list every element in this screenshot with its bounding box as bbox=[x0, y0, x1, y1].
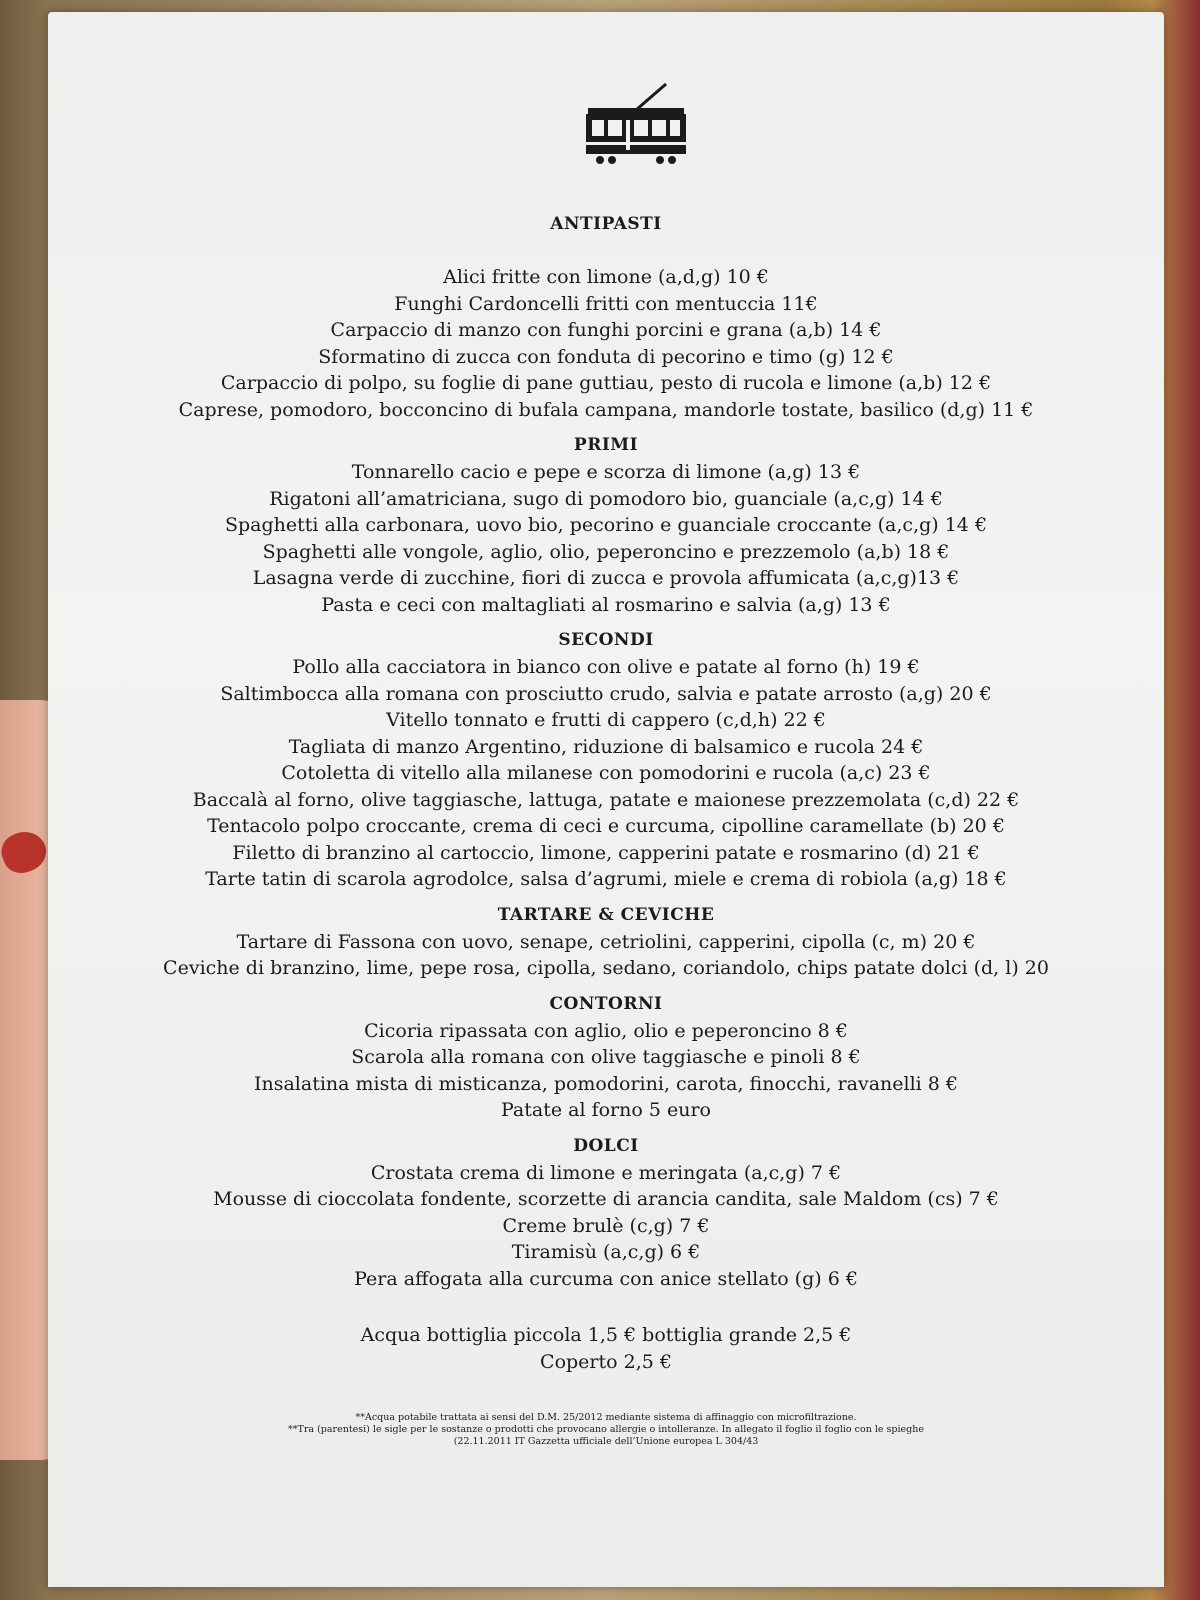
section-title: DOLCI bbox=[573, 1135, 639, 1156]
section-antipasti bbox=[48, 210, 1164, 423]
menu-item: Tarte tatin di scarola agrodolce, salsa d’agrumi, miele e crema di robiola (a,g) 18 € bbox=[205, 868, 1007, 890]
menu-item: Baccalà al forno, olive taggiasche, lattuga, patate e maionese prezzemolata (c,d) 22 € bbox=[192, 788, 1020, 811]
menu-content bbox=[48, 210, 1164, 1448]
menu-item: Funghi Cardoncelli fritti con mentuccia 11€ bbox=[394, 292, 818, 315]
menu-item: Filetto di branzino al cartoccio, limone, capperini patate e rosmarino (d) 21 € bbox=[232, 841, 980, 864]
menu-item: Sformatino di zucca con fonduta di pecorino e timo (g) 12 € bbox=[318, 345, 894, 368]
menu-sheet bbox=[48, 12, 1164, 1587]
menu-item: Pasta e ceci con maltagliati al rosmarino e salvia (a,g) 13 € bbox=[321, 593, 891, 616]
menu-item: Cotoletta di vitello alla milanese con pomodorini e rucola (a,c) 23 € bbox=[281, 762, 931, 784]
menu-item: Vitello tonnato e frutti di cappero (c,d,h) 22 € bbox=[386, 709, 826, 731]
section-primi bbox=[48, 431, 1164, 618]
menu-item: Tartare di Fassona con uovo, senape, cetriolini, capperini, cipolla (c, m) 20 € bbox=[236, 930, 976, 953]
footnote: **Tra (parentesi) le sigle per le sostanze o prodotti che provocano allergie o intolleranze. In allegato il foglio il foglio con le spieghe bbox=[288, 1424, 924, 1435]
section-title: SECONDI bbox=[558, 630, 654, 650]
extras bbox=[48, 1322, 1164, 1376]
coperto-price: Coperto 2,5 € bbox=[540, 1351, 672, 1373]
section-tartare-ceviche bbox=[48, 901, 1164, 982]
menu-item: Spaghetti alle vongole, aglio, olio, peperoncino e prezzemolo (a,b) 18 € bbox=[262, 540, 950, 563]
menu-item: Crostata crema di limone e meringata (a,c,g) 7 € bbox=[370, 1161, 842, 1184]
menu-item: Spaghetti alla carbonara, uovo bio, pecorino e guanciale croccante (a,c,g) 14 € bbox=[224, 514, 988, 536]
menu-item: Creme brulè (c,g) 7 € bbox=[502, 1214, 710, 1237]
section-secondi bbox=[48, 626, 1164, 893]
menu-item: Pera affogata alla curcuma con anice stellato (g) 6 € bbox=[354, 1267, 858, 1290]
menu-item: Tiramisù (a,c,g) 6 € bbox=[511, 1241, 701, 1263]
menu-item: Alici fritte con limone (a,d,g) 10 € bbox=[443, 266, 769, 288]
menu-item: Ceviche di branzino, lime, pepe rosa, cipolla, sedano, coriandolo, chips patate dolci (d, l) 20 bbox=[163, 957, 1049, 979]
menu-item: Caprese, pomodoro, bocconcino di bufala campana, mandorle tostate, basilico (d,g) 11 € bbox=[178, 398, 1034, 421]
menu-item: Tonnarello cacio e pepe e scorza di limone (a,g) 13 € bbox=[351, 461, 861, 483]
menu-item: Tentacolo polpo croccante, crema di ceci e curcuma, cipolline caramellate (b) 20 € bbox=[207, 815, 1005, 837]
menu-item: Carpaccio di polpo, su foglie di pane guttiau, pesto di rucola e limone (a,b) 12 € bbox=[220, 372, 992, 394]
menu-item: Insalatina mista di misticanza, pomodorini, carota, finocchi, ravanelli 8 € bbox=[253, 1072, 959, 1095]
menu-item: Pollo alla cacciatora in bianco con olive e patate al forno (h) 19 € bbox=[292, 656, 920, 678]
section-title: TARTARE & CEVICHE bbox=[497, 904, 715, 925]
section-contorni bbox=[48, 990, 1164, 1124]
menu-item: Rigatoni all’amatriciana, sugo di pomodoro bio, guanciale (a,c,g) 14 € bbox=[269, 487, 943, 510]
footnote: (22.11.2011 IT Gazzetta ufficiale dell’Unione europea L 304/43 bbox=[453, 1436, 759, 1447]
menu-item: Carpaccio di manzo con funghi porcini e grana (a,b) 14 € bbox=[330, 319, 882, 341]
section-dolci bbox=[48, 1132, 1164, 1293]
section-title: PRIMI bbox=[573, 435, 639, 455]
menu-item: Mousse di cioccolata fondente, scorzette di arancia candita, sale Maldom (cs) 7 € bbox=[213, 1188, 999, 1210]
menu-item: Tagliata di manzo Argentino, riduzione di balsamico e rucola 24 € bbox=[288, 735, 924, 758]
menu-item: Cicoria ripassata con aglio, olio e peperoncino 8 € bbox=[364, 1019, 848, 1042]
footnotes bbox=[48, 1412, 1164, 1448]
menu-item: Patate al forno 5 euro bbox=[501, 1099, 711, 1121]
section-title: ANTIPASTI bbox=[550, 214, 662, 234]
water-price: Acqua bottiglia piccola 1,5 € bottiglia grande 2,5 € bbox=[360, 1324, 852, 1346]
menu-item: Scarola alla romana con olive taggiasche e pinoli 8 € bbox=[351, 1046, 861, 1068]
section-title: CONTORNI bbox=[549, 993, 663, 1014]
menu-item: Saltimbocca alla romana con prosciutto crudo, salvia e patate arrosto (a,g) 20 € bbox=[220, 682, 992, 705]
tram-icon bbox=[566, 72, 686, 182]
footnote: **Acqua potabile trattata ai sensi del D.M. 25/2012 mediante sistema di affinaggio con microfiltrazione. bbox=[355, 1412, 857, 1423]
menu-item: Lasagna verde di zucchine, fiori di zucca e provola affumicata (a,c,g)13 € bbox=[252, 567, 960, 589]
